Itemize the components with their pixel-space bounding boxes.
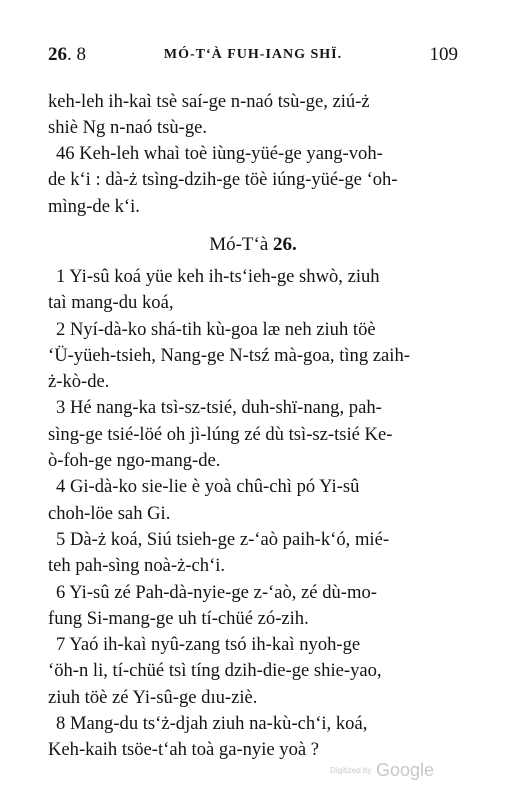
text-line: taì mang-du koá, <box>48 292 174 314</box>
text-line: 8 Mang-du ts‘ż-djah ziuh na-kù-ch‘i, koá, <box>56 713 368 735</box>
verse <box>48 711 458 764</box>
text-line: ‘öh-n li, tí-chüé tsì tíng dzih-die-ge shie-yao, <box>48 660 382 682</box>
text-line: ò-foh-ge ngo-mang-de. <box>48 450 221 472</box>
page-number: 109 <box>429 44 458 65</box>
text-line: 2 Nyí-dà-ko shá-tih kù-goa læ neh ziuh töè <box>56 318 376 340</box>
text-line: fung Si-mang-ge uh tí-chüé zó-zih. <box>48 607 309 629</box>
text-line: mìng-de k‘i. <box>48 195 140 217</box>
text-line: 46 Keh-leh whaì toè iùng-yüé-ge yang-voh- <box>56 143 383 164</box>
digitization-watermark <box>330 760 434 781</box>
chapter-heading <box>48 234 458 256</box>
running-header <box>48 44 458 70</box>
text-line: 5 Dà-ż koá, Siú tsieh-ge z-‘aò paih-k‘ó, mié- <box>56 528 390 550</box>
text-line: ziuh töè zé Yi-sû-ge dıu-ziè. <box>48 686 258 708</box>
verse <box>48 264 458 317</box>
verse <box>48 395 458 474</box>
text-line: 3 Hé nang-ka tsì-sz-tsié, duh-shï-nang, pah- <box>56 397 382 419</box>
chapter-heading-prefix: Mó-T‘à <box>209 234 274 255</box>
text-line: de k‘i : dà-ż tsìng-dzih-ge töè iúng-yüé-ge ‘oh- <box>48 169 398 191</box>
text-line: 1 Yi-sû koá yüe keh ih-ts‘ieh-ge shwò, ziuh <box>56 266 380 287</box>
verse-ref: . 8 <box>67 44 86 65</box>
text-line: ‘Ü-yüeh-tsieh, Nang-ge N-tsź mà-goa, tìng zaih- <box>48 344 410 366</box>
text-line: keh-leh ih-kaì tsè saí-ge n-naó tsù-ge, ziú-ż <box>48 91 370 112</box>
text-line: sìng-ge tsié-löé oh jì-lúng zé dù tsì-sz-tsié Ke- <box>48 423 393 445</box>
continued-verse <box>48 89 458 142</box>
text-line: ż-kò-de. <box>48 371 110 393</box>
text-line: teh pah-sìng noà-ż-ch‘i. <box>48 555 226 577</box>
verse <box>48 527 458 580</box>
text-line: shiè Ng n-naó tsù-ge. <box>48 117 208 139</box>
google-logo: Google <box>375 760 434 780</box>
verse-46 <box>48 141 458 220</box>
verse <box>48 474 458 527</box>
verse-list <box>48 264 458 764</box>
chapter-ref-number: 26 <box>48 44 67 65</box>
text-line: choh-löe sah Gi. <box>48 502 171 524</box>
chapter-heading-number: 26. <box>273 234 297 255</box>
verse <box>48 317 458 396</box>
text-line: Keh-kaih tsöe-t‘ah toà ga-nyie yoà ? <box>48 739 320 761</box>
verse <box>48 632 458 711</box>
text-line: 4 Gi-dà-ko sie-lie è yoà chû-chì pó Yi-sû <box>56 476 360 498</box>
text-line: 6 Yi-sû zé Pah-dà-nyie-ge z-‘aò, zé dù-mo- <box>56 581 377 603</box>
verse <box>48 580 458 633</box>
book-title: MÓ-T‘À FUH-IANG SHÏ. <box>163 47 343 62</box>
text-line: 7 Yaó ih-kaì nyû-zang tsó ih-kaì nyoh-ge <box>56 634 361 656</box>
watermark-prefix: Digitized by <box>330 766 372 775</box>
